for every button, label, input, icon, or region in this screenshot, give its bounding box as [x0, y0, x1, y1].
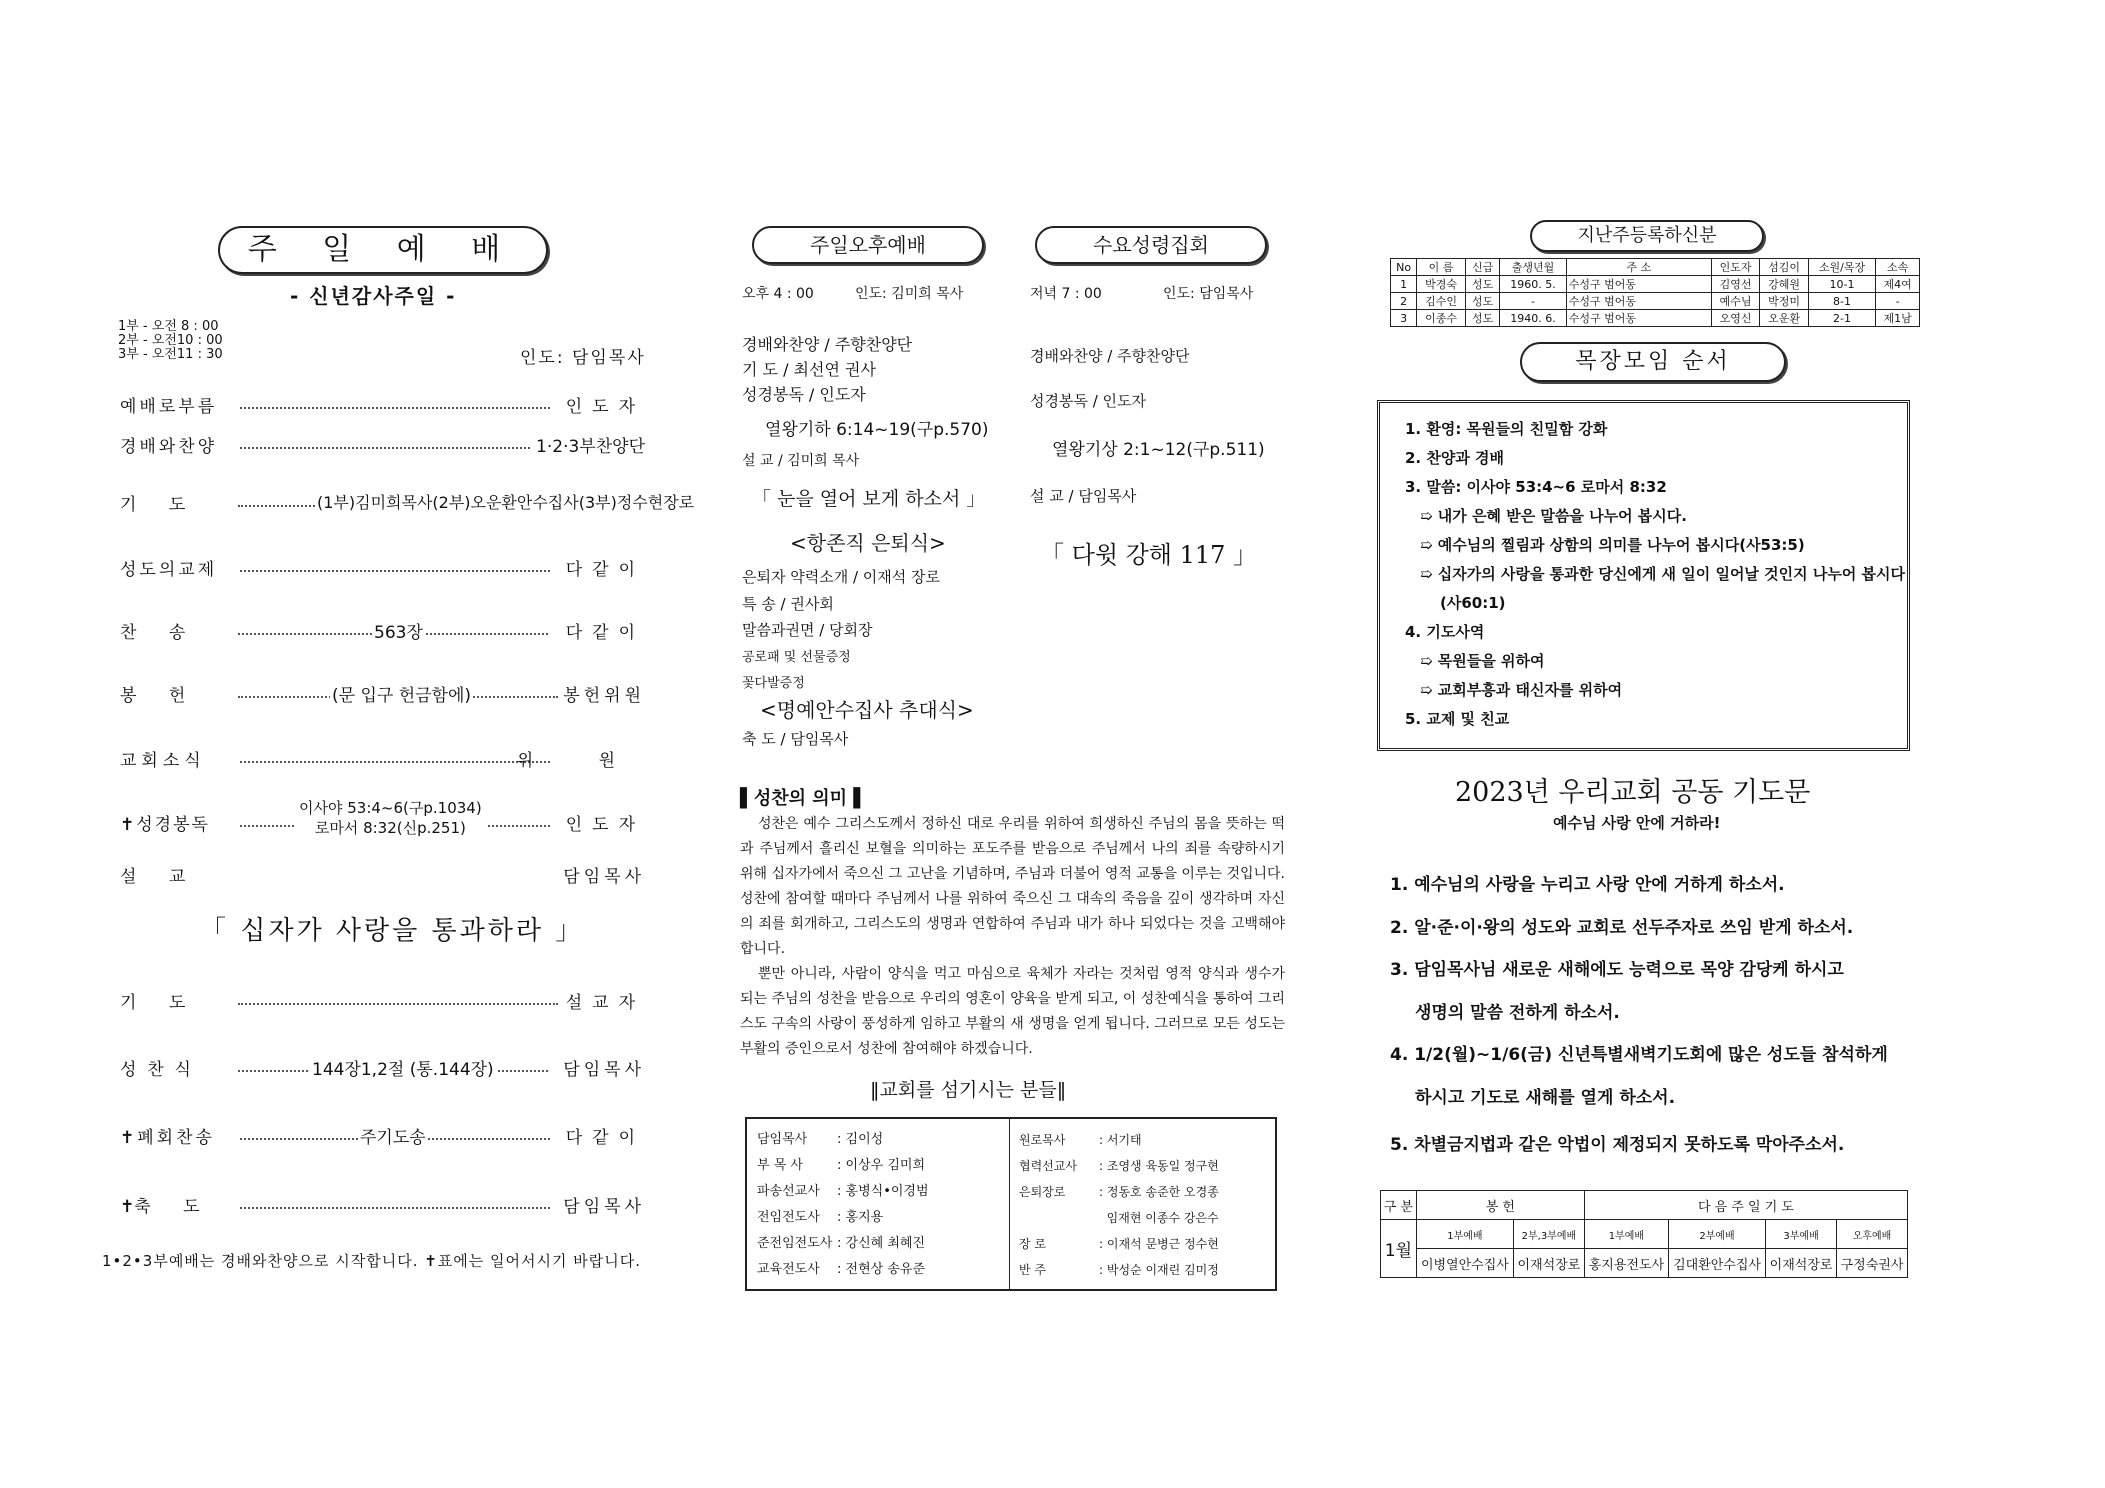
cell-meeting-title: 목장모임 순서 — [1520, 342, 1786, 382]
afternoon-sermon-title: 「 눈을 열어 보게 하소서 」 — [752, 488, 986, 510]
afternoon-item: 경배와찬양 / 주향찬양단 — [742, 335, 913, 354]
duty-table — [1380, 1190, 1908, 1278]
scripture-reading: 이사야 53:4~6(구p.1034) 로마서 8:32(신p.251) — [295, 798, 486, 838]
servant-row: 반 주 : 박성순 이재린 김미정 — [1019, 1263, 1219, 1277]
table-row: 1월 1부예배 2부,3부예배 1부예배 2부예배 3부예배 오후예배 — [1381, 1220, 1908, 1249]
order-row: 교회소식 위 원 — [120, 751, 645, 771]
wednesday-sermon-title: 「 다윗 강해 117 」 — [1040, 541, 1258, 569]
main-service-subtitle: - 신년감사주일 - — [290, 284, 457, 308]
retirement-ceremony-title: <항존직 은퇴식> — [790, 531, 946, 555]
servant-row: 부 목 사 : 이상우 김미희 — [757, 1158, 925, 1173]
wednesday-leader: 인도: 담임목사 — [1163, 286, 1254, 302]
servants-box — [745, 1117, 1277, 1291]
order-row: 경배와찬양 1·2·3부찬양단 — [120, 437, 645, 457]
servant-row: 임재현 이종수 강은수 — [1106, 1211, 1219, 1225]
main-service-title: 주 일 예 배 — [218, 226, 548, 274]
table-header-row: No 이 름 신급 출생년월 주 소 인도자 섬김이 소원/목장 소속 — [1391, 259, 1920, 276]
afternoon-leader: 인도: 김미희 목사 — [855, 286, 964, 302]
communion-paragraph: 뿐만 아니라, 사람이 양식을 먹고 마심으로 육체가 자라는 것처럼 영적 양식과 생수가 되는 주님의 성찬을 받음으로 우리의 영혼이 양육을 받게 되고, 이 성찬예식을 통하여 그리스도 구속의 사랑이 풍성하게 임하고 부활의 새 생명을 얻게 됩니다. 그러므로 모든 성도는 부활의 증인으로서 성찬에 참여해야 하겠습니다. — [740, 966, 1285, 1057]
wednesday-time: 저녁 7 : 00 — [1030, 286, 1102, 302]
newcomers-title: 지난주등록하신분 — [1530, 220, 1764, 252]
servants-title: ‖교회를 섬기시는 분들‖ — [870, 1079, 1067, 1101]
service-times: 1부 - 오전 8 : 00 2부 - 오전10 : 00 3부 - 오전11 : 30 — [118, 319, 223, 362]
prayer-line: 생명의 말씀 전하게 하소서. — [1415, 1003, 1620, 1023]
order-row: 찬 송 563장 다같이 — [120, 618, 645, 648]
servant-row: 파송선교사 : 홍병식•이경범 — [757, 1184, 929, 1199]
order-row: 기 도 설교자 — [120, 993, 645, 1013]
afternoon-item: 은퇴자 약력소개 / 이재석 장로 — [742, 568, 941, 586]
servants-right — [1019, 1127, 1219, 1283]
prayer-line: 2. 알·준·이·왕의 성도와 교회로 선두주자로 쓰임 받게 하소서. — [1390, 918, 1854, 938]
table-row: 2 김수인 성도 - 수성구 범어동 예수님 박정미 8-1 - — [1391, 293, 1920, 310]
afternoon-item: 공로패 및 선물증정 — [742, 650, 851, 665]
wednesday-sermon: 설 교 / 담임목사 — [1030, 487, 1137, 505]
order-row: 설 교 담임목사 — [120, 867, 645, 887]
afternoon-item: 특 송 / 권사회 — [742, 595, 834, 613]
footnote: 1•2•3부예배는 경배와찬양으로 시작합니다. ✝표에는 일어서시기 바랍니다. — [102, 1252, 641, 1270]
cell-meeting-box: 1. 환영: 목원들의 친밀함 강화 2. 찬양과 경배 3. 말씀: 이사야 53:4~6 로마서 8:32 ➯ 내가 은혜 받은 말씀을 나누어 봅시다. ➯ 예수님의 찔림과 상함의 의미를 나누어 봅시다(사53:5) ➯ 십자가의 사랑을 통과한 당신에게 새 일이 일어날 것인지 나누어 봅시다 (사60:1) 4. 기도사역 ➯ 목원들을 위하여 ➯ 교회부흥과 태신자를 위하여 5. 교제 및 친교 — [1377, 400, 1910, 751]
servant-row: 원로목사 : 서기태 — [1019, 1133, 1142, 1147]
servant-row: 장 로 : 이재석 문병근 정수현 — [1019, 1237, 1219, 1251]
prayer-subtitle: 예수님 사랑 안에 거하라! — [1553, 814, 1721, 832]
wednesday-service-title: 수요성령집회 — [1035, 226, 1267, 264]
prayer-line: 3. 담임목사님 새로운 새해에도 능력으로 목양 감당케 하시고 — [1390, 960, 1844, 980]
table-header-row: 구 분 봉 헌 다 음 주 일 기 도 — [1381, 1191, 1908, 1220]
honorary-deacon-title: <명예안수집사 추대식> — [760, 698, 974, 722]
afternoon-scripture: 열왕기하 6:14~19(구p.570) — [765, 420, 989, 440]
wednesday-item: 경배와찬양 / 주향찬양단 — [1030, 347, 1190, 365]
afternoon-benediction: 축 도 / 담임목사 — [742, 730, 849, 748]
servant-row: 협력선교사 : 조영생 육동일 정구현 — [1019, 1159, 1219, 1173]
table-row: 이병열안수집사 이재석장로 홍지용전도사 김대환안수집사 이재석장로 구정숙권사 — [1381, 1249, 1908, 1278]
order-row: ✝폐회찬송 주기도송 다같이 — [120, 1123, 645, 1153]
afternoon-service-title: 주일오후예배 — [752, 226, 984, 264]
order-row: 봉 헌 (문 입구 헌금함에) 봉헌위원 — [120, 681, 645, 711]
order-row: ✝축 도 담임목사 — [120, 1197, 645, 1217]
servant-row: 전임전도사 : 홍지용 — [757, 1210, 884, 1225]
wednesday-scripture: 열왕기상 2:1~12(구p.511) — [1052, 440, 1265, 460]
afternoon-sermon: 설 교 / 김미희 목사 — [742, 453, 860, 469]
order-row: 성 찬 식 144장1,2절 (통.144장) 담임목사 — [120, 1055, 645, 1085]
newcomers-table — [1390, 258, 1920, 327]
servant-row: 준전임전도사 : 강신혜 최혜진 — [757, 1236, 925, 1251]
prayer-line: 하시고 기도로 새해를 열게 하소서. — [1415, 1088, 1676, 1108]
order-row: 성도의교제 다같이 — [120, 560, 645, 580]
order-row: 예배로부름 인도자 — [120, 397, 645, 417]
servant-row: 교육전도사 : 전현상 송유준 — [757, 1262, 925, 1277]
servant-row: 담임목사 : 김이성 — [757, 1132, 884, 1147]
afternoon-item: 성경봉독 / 인도자 — [742, 385, 866, 404]
table-row: 1 박경숙 성도 1960. 5. 수성구 범어동 김영선 강혜원 10-1 제4여 — [1391, 276, 1920, 293]
afternoon-item: 꽃다발증정 — [742, 676, 805, 691]
service-leader: 인도: 담임목사 — [520, 348, 646, 368]
table-row: 3 이종수 성도 1940. 6. 수성구 범어동 오영신 오운환 2-1 제1남 — [1391, 310, 1920, 327]
wednesday-item: 성경봉독 / 인도자 — [1030, 392, 1147, 410]
order-row: 기 도 (1부)김미희목사(2부)오운환안수집사(3부)정수현장로 — [120, 490, 645, 520]
order-row: ✝성경봉독 인도자 — [120, 815, 645, 835]
prayer-line: 4. 1/2(월)~1/6(금) 신년특별새벽기도회에 많은 성도들 참석하게 — [1390, 1045, 1888, 1065]
communion-meaning-title: ▌성찬의 의미 ▌ — [740, 788, 868, 809]
afternoon-time: 오후 4 : 00 — [742, 286, 814, 302]
prayer-line: 1. 예수님의 사랑을 누리고 사랑 안에 거하게 하소서. — [1390, 875, 1785, 895]
afternoon-item: 말씀과권면 / 당회장 — [742, 621, 873, 639]
sermon-title: 「 십자가 사랑을 통과하라 」 — [200, 916, 585, 946]
communion-paragraph: 성찬은 예수 그리스도께서 정하신 대로 우리를 위하여 희생하신 주님의 몸을 뜻하는 떡과 주님께서 흘리신 보혈을 의미하는 포도주를 받음으로 주님께서 나의 죄를 속량하시기 위해 십자가에서 죽으신 그 고난을 기념하며, 주님과 더불어 영적 교통을 이루는 것입니다. 성찬에 참여할 때마다 주님께서 나를 위하여 죽으신 그 대속의 죽음을 깊이 생각하며 자신의 죄를 회개하고, 그리스도의 생명과 연합하여 주님과 내가 하나 되었다는 것을 고백해야 합니다. — [740, 816, 1285, 957]
prayer-title: 2023년 우리교회 공동 기도문 — [1455, 777, 1811, 808]
servant-row: 은퇴장로 : 정동호 송준한 오경종 — [1019, 1185, 1219, 1199]
prayer-line: 5. 차별금지법과 같은 악법이 제정되지 못하도록 막아주소서. — [1390, 1135, 1845, 1155]
servants-left — [757, 1127, 929, 1283]
afternoon-item: 기 도 / 최선연 권사 — [742, 360, 876, 379]
